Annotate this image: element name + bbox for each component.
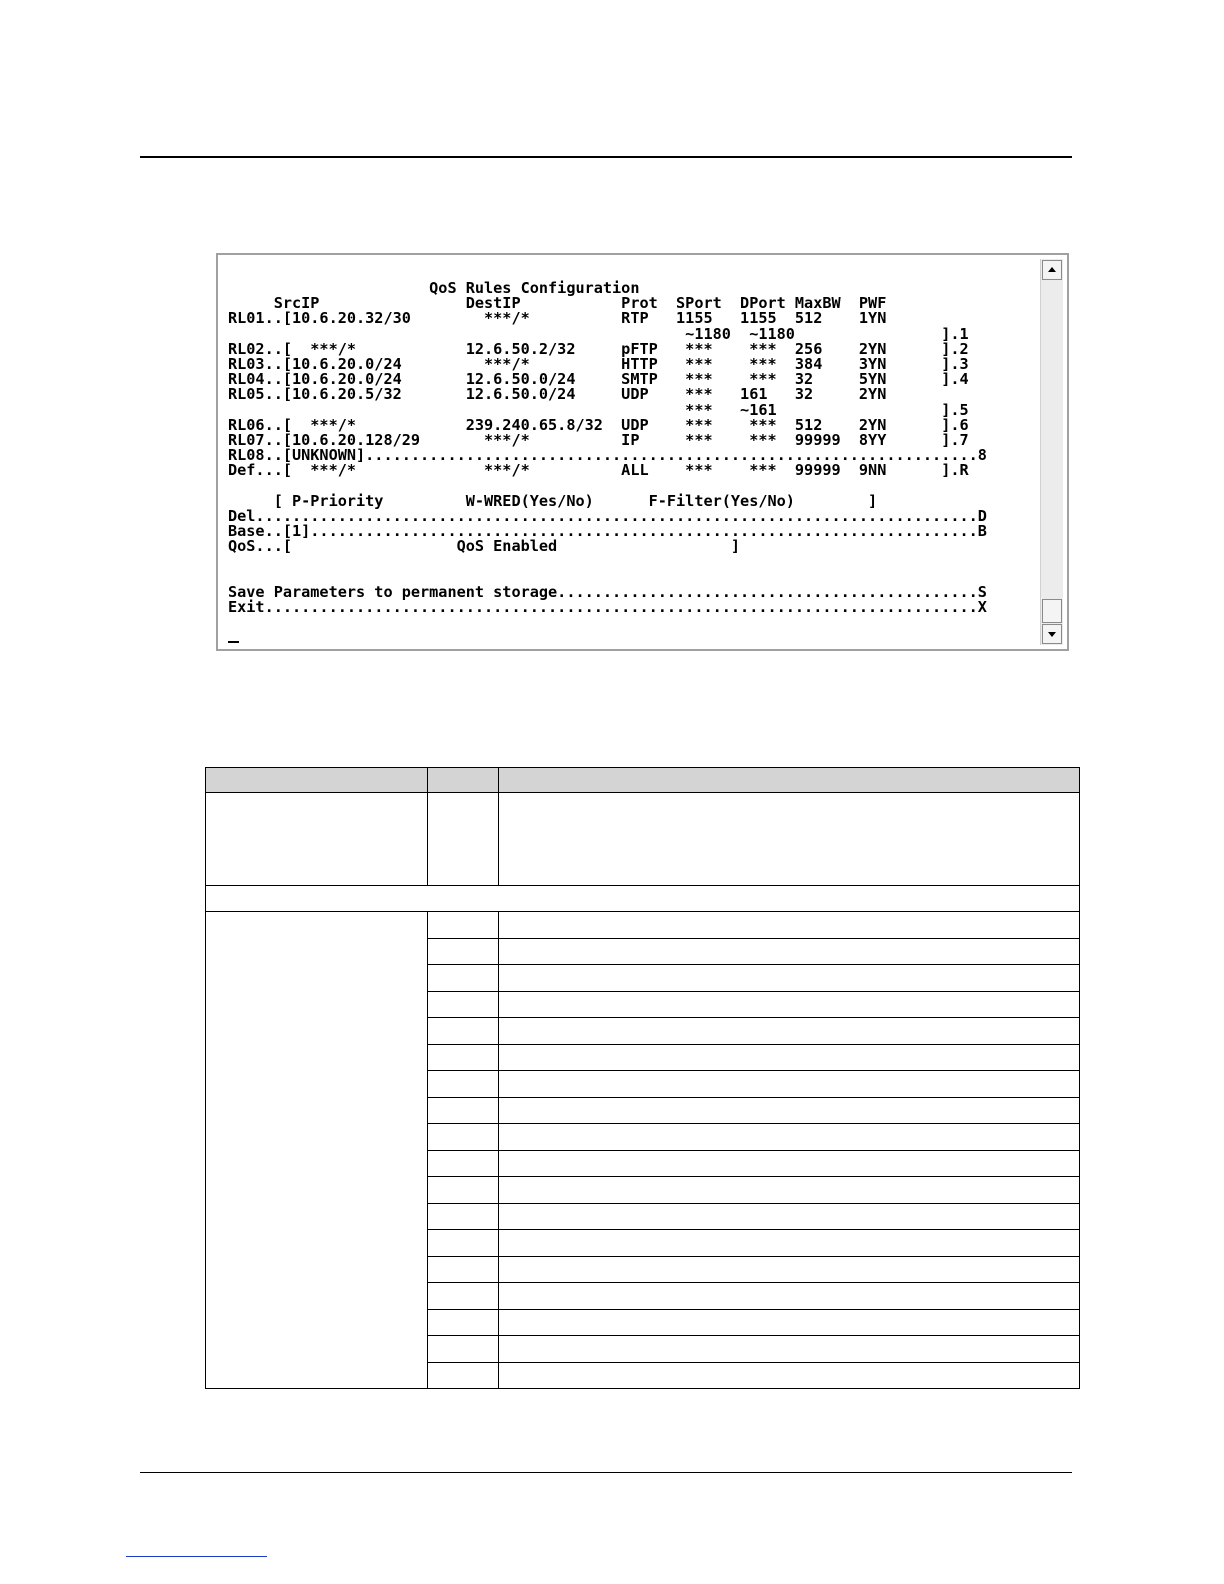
table-cell <box>499 991 1080 1018</box>
table-cell <box>499 938 1080 965</box>
table-cell <box>428 1018 499 1045</box>
table-header-cell <box>499 768 1080 793</box>
scroll-thumb[interactable] <box>1042 599 1062 623</box>
scroll-up-button[interactable] <box>1042 260 1062 280</box>
table-cell <box>206 793 428 886</box>
table-cell <box>499 1044 1080 1071</box>
table-cell <box>499 912 1080 939</box>
table-cell <box>428 991 499 1018</box>
table-cell <box>499 1177 1080 1204</box>
terminal-line: Def...[ ***/* ***/* ALL *** *** 99999 9NN ].R <box>228 461 969 480</box>
arrow-down-icon <box>1048 632 1056 637</box>
table-cell <box>428 912 499 939</box>
terminal-cursor <box>228 641 239 643</box>
terminal-line: RL04..[10.6.20.0/24 12.6.50.0/24 SMTP *** *** 32 5YN ].4 <box>228 370 969 389</box>
table-cell <box>428 965 499 992</box>
table-cell <box>428 1203 499 1230</box>
terminal-line: SrcIP DestIP Prot SPort DPort MaxBW PWF <box>273 294 887 313</box>
terminal-line: Exit..............................................................................X <box>228 598 987 617</box>
table-cell <box>428 1044 499 1071</box>
terminal-screen[interactable] <box>222 259 1038 645</box>
table-cell <box>428 1362 499 1389</box>
table-cell <box>499 793 1080 886</box>
table-cell <box>206 912 428 1389</box>
table-header-row <box>206 768 1080 793</box>
footer-rule <box>140 1472 1072 1473</box>
terminal-line: RL07..[10.6.20.128/29 ***/* IP *** *** 99999 8YY ].7 <box>228 431 969 450</box>
table-cell <box>428 1071 499 1098</box>
footer-link-underline <box>126 1556 267 1557</box>
table-section-row <box>206 886 1080 912</box>
table-cell <box>499 1362 1080 1389</box>
table-cell <box>499 1256 1080 1283</box>
table-row <box>206 912 1080 939</box>
terminal-line: RL02..[ ***/* 12.6.50.2/32 pFTP *** *** 256 2YN ].2 <box>228 339 969 358</box>
table-row <box>206 793 1080 886</box>
table-cell <box>499 1230 1080 1257</box>
scroll-down-button[interactable] <box>1042 624 1062 644</box>
header-rule <box>140 156 1072 158</box>
reference-table <box>205 767 1080 1389</box>
table-header-cell <box>206 768 428 793</box>
table-cell <box>428 1177 499 1204</box>
table-cell <box>428 1336 499 1363</box>
table-cell <box>206 886 1080 912</box>
arrow-up-icon <box>1048 267 1056 272</box>
table-cell <box>428 1309 499 1336</box>
terminal-line: Save Parameters to permanent storage..............................................S <box>228 583 987 602</box>
terminal-line: Del...............................................................................D <box>228 507 987 526</box>
terminal-line: ~1180 ~1180 ].1 <box>685 324 969 343</box>
terminal-text <box>228 281 987 615</box>
table-cell <box>499 1097 1080 1124</box>
table-cell <box>428 1230 499 1257</box>
table-cell <box>499 1203 1080 1230</box>
terminal-line: RL06..[ ***/* 239.240.65.8/32 UDP *** *** 512 2YN ].6 <box>228 415 969 434</box>
terminal-window <box>216 253 1069 651</box>
table-cell <box>499 1071 1080 1098</box>
table-cell <box>428 1097 499 1124</box>
table-cell <box>428 1150 499 1177</box>
table-cell <box>499 1283 1080 1310</box>
terminal-line: RL01..[10.6.20.32/30 ***/* RTP 1155 1155 512 1YN <box>228 309 887 328</box>
table-cell <box>428 793 499 886</box>
table-cell <box>499 1150 1080 1177</box>
table-cell <box>499 1309 1080 1336</box>
table-cell <box>499 1336 1080 1363</box>
terminal-line: [ P-Priority W-WRED(Yes/No) F-Filter(Yes/No) ] <box>273 491 878 510</box>
terminal-line: Base..[1].........................................................................B <box>228 522 987 541</box>
table-cell <box>499 1018 1080 1045</box>
terminal-line: QoS...[ QoS Enabled ] <box>228 537 741 556</box>
table-cell <box>499 965 1080 992</box>
terminal-line: *** ~161 ].5 <box>685 400 969 419</box>
terminal-line: QoS Rules Configuration <box>429 279 640 297</box>
terminal-line: RL03..[10.6.20.0/24 ***/* HTTP *** *** 384 3YN ].3 <box>228 355 969 374</box>
table-cell <box>499 1124 1080 1151</box>
terminal-line: RL08..[UNKNOWN]...................................................................8 <box>228 446 987 465</box>
table-cell <box>428 1283 499 1310</box>
vertical-scrollbar[interactable] <box>1040 259 1063 645</box>
table-header-cell <box>428 768 499 793</box>
terminal-line: RL05..[10.6.20.5/32 12.6.50.0/24 UDP *** 161 32 2YN <box>228 385 887 404</box>
table-cell <box>428 938 499 965</box>
table-cell <box>428 1256 499 1283</box>
table-cell <box>428 1124 499 1151</box>
